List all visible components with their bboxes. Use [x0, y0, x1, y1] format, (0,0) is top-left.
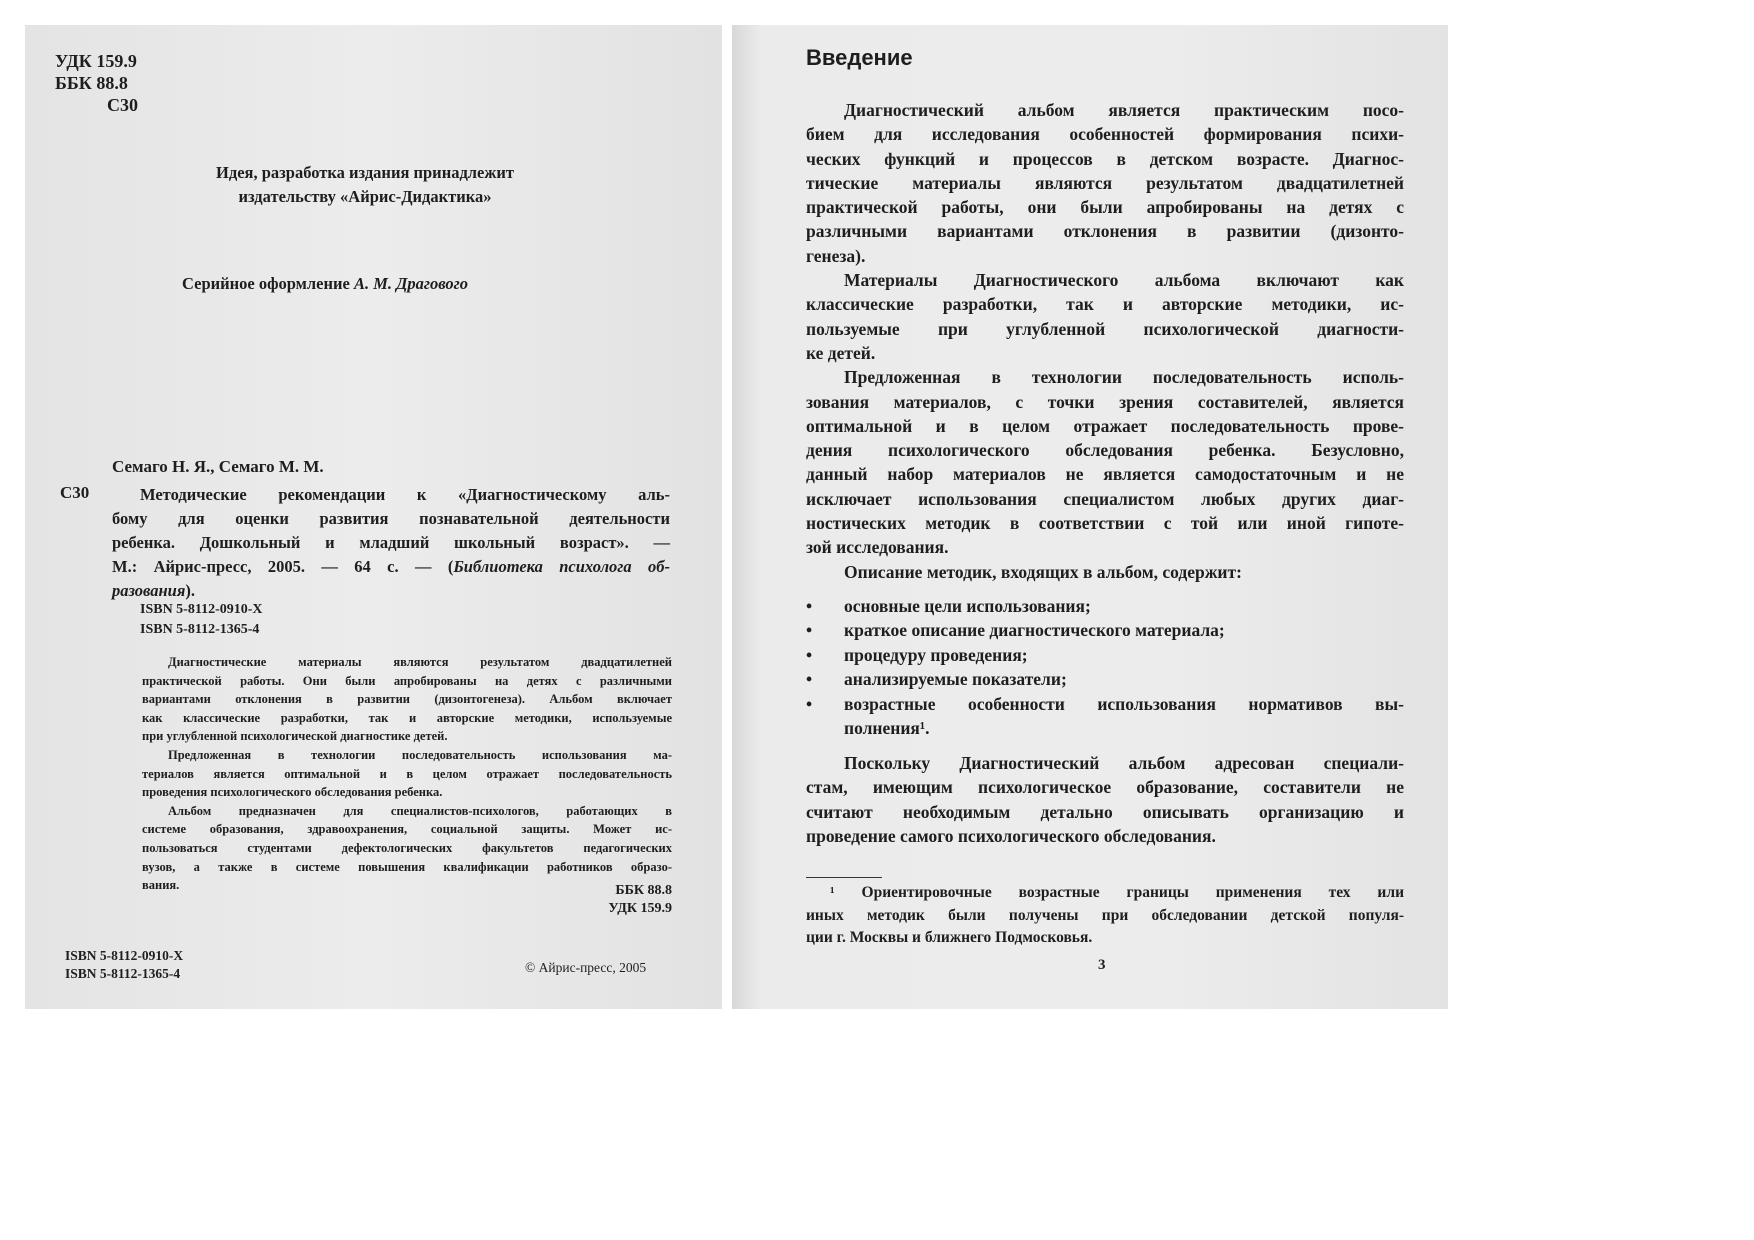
intro-text — [806, 98, 1404, 584]
paragraph — [142, 802, 672, 895]
text-line: проведения психологического обследования ребенка. — [142, 785, 443, 800]
text-line: практической работы, они были апробированы на детях с — [806, 197, 1404, 218]
udk-code: УДК 159.9 — [55, 51, 137, 71]
text-line: системе образования, здравоохранения, социальной защиты. Может ис- — [142, 822, 672, 837]
text-line: стам, имеющим психологическое образование, составители не — [806, 777, 1404, 798]
page-number: 3 — [1098, 957, 1106, 973]
paragraph — [142, 653, 672, 746]
text-line: практической работы. Они были апробированы на детях с различными — [142, 673, 672, 688]
text-line: вузов, а также в системе повышения квалификации работников образо- — [142, 859, 672, 874]
text-line: Диагностические материалы являются результатом двадцатилетней — [168, 655, 672, 669]
text-line: процедуру проведения; — [844, 644, 1028, 665]
series-label: Серийное оформление — [182, 274, 350, 293]
text-line: ции г. Москвы и ближнего Подмосковья. — [806, 929, 1093, 946]
text-line: ке детей. — [806, 342, 876, 363]
bullet-icon: • — [806, 620, 813, 641]
isbn-list — [140, 600, 263, 640]
text-line: Материалы Диагностического альбома включают как — [844, 270, 1404, 291]
publisher-idea-note — [165, 161, 565, 209]
list-item-text — [844, 618, 1404, 642]
text-line: вания. — [142, 878, 180, 893]
text-line: возрастные особенности использования нормативов вы- — [844, 693, 1404, 714]
text-line: оптимальной и в целом отражает последовательность прове- — [806, 415, 1404, 436]
footnote — [806, 882, 1404, 950]
isbn: ISBN 5-8112-0910-X — [140, 602, 263, 617]
bib-code: С30 — [60, 483, 90, 502]
text-line: вариантами отклонения в развитии (дизонтогенеза). Альбом включает — [142, 692, 672, 707]
paragraph — [142, 746, 672, 802]
text-line: ребенка. Дошкольный и младший школьный возраст». — — [112, 533, 670, 552]
text-line: исключает использования специалистом любых других диаг- — [806, 488, 1404, 509]
bbk-code: ББК 88.8 — [55, 73, 128, 93]
copyright: © Айрис-пресс, 2005 — [525, 960, 647, 975]
text-line: как классические разработки, так и авторские методики, используемые — [142, 710, 672, 725]
text-line: дения психологического обследования ребенка. Безусловно, — [806, 440, 1404, 461]
idea-line: Идея, разработка издания принадлежит — [216, 163, 514, 182]
bullet-icon: • — [806, 596, 813, 616]
series-author: А. М. Драгового — [353, 274, 469, 293]
paragraph — [806, 268, 1404, 365]
left-page — [25, 25, 722, 1009]
text-line: бому для оценки развития познавательной деятельности — [112, 509, 670, 528]
text-segment: Библиотека психолога об- — [453, 557, 670, 576]
isbn: ISBN 5-8112-0910-X — [65, 948, 184, 963]
text-line: бием для исследования особенностей формирования психи- — [806, 124, 1404, 145]
text-line: иных методик были получены при обследовании детской популя- — [806, 906, 1404, 924]
footnote-rule — [806, 877, 882, 878]
text-line: при углубленной психологической диагностике детей. — [142, 729, 448, 744]
paragraph — [806, 365, 1404, 559]
bullet-icon: • — [806, 644, 813, 665]
right-page — [732, 25, 1448, 1009]
text-line: Предложенная в технологии последовательность исполь- — [844, 367, 1404, 388]
text-line: анализируемые показатели; — [844, 669, 1067, 690]
text-line: ческих функций и процессов в детском возрасте. Диагнос- — [806, 148, 1404, 169]
text-line: различными вариантами отклонения в развитии (дизонто- — [806, 221, 1404, 242]
text-line: краткое описание диагностического материала; — [844, 620, 1225, 641]
text-line: Диагностический альбом является практическим посо- — [844, 100, 1404, 120]
text-line — [112, 555, 670, 579]
list-item-text — [844, 667, 1404, 691]
text-line: основные цели использования; — [844, 596, 1091, 616]
author-code: С30 — [107, 95, 138, 115]
section-title: Введение — [806, 45, 913, 70]
text-line: Поскольку Диагностический альбом адресован специали- — [844, 753, 1404, 773]
text-line: Альбом предназначен для специалистов-психологов, работающих в — [168, 803, 672, 818]
text-line: Описание методик, входящих в альбом, содержит: — [844, 561, 1242, 582]
text-line: проведение самого психологического обследования. — [806, 825, 1216, 846]
text-line: зой исследования. — [806, 537, 949, 558]
paragraph — [806, 560, 1404, 584]
bibliographic-description — [112, 483, 670, 603]
text-line: полнения¹. — [844, 718, 930, 739]
text-line: пользуемые при углубленной психологической диагности- — [806, 318, 1404, 339]
list-item — [806, 643, 1404, 667]
text-segment: разования — [112, 581, 186, 600]
bullet-icon: • — [806, 693, 813, 714]
bullet-icon: • — [806, 669, 813, 690]
text-line: тические материалы являются результатом двадцатилетней — [806, 172, 1404, 193]
series-design-credit — [182, 274, 468, 294]
text-line: данный набор материалов не является самодостаточным и не — [806, 464, 1404, 485]
text-segment: М.: Айрис-пресс, 2005. — 64 с. — ( — [112, 557, 454, 576]
list-item-text — [844, 643, 1404, 667]
list-item — [806, 594, 1404, 618]
authors: Семаго Н. Я., Семаго М. М. — [112, 457, 324, 476]
idea-line: издательству «Айрис-Дидактика» — [238, 187, 492, 206]
contents-list — [806, 594, 1404, 740]
text-line: ностических методик в соответствии с той или иной гипоте- — [806, 513, 1404, 534]
text-line: генеза). — [806, 245, 866, 266]
closing-paragraph — [806, 751, 1404, 848]
text-line: считают необходимым детально описывать организацию и — [806, 801, 1404, 822]
text-line: пользоваться студентами дефектологических факультетов педагогических — [142, 840, 672, 855]
list-item-text — [844, 594, 1404, 618]
list-item — [806, 667, 1404, 691]
text-line: териалов является оптимальной и в целом отражает последовательность — [142, 766, 672, 781]
classification-block — [55, 50, 138, 116]
isbn: ISBN 5-8112-1365-4 — [140, 622, 260, 637]
bbk-code: ББК 88.8 — [615, 883, 672, 898]
text-line: ¹ Ориентировочные возрастные границы применения тех или — [830, 884, 1404, 901]
abstract — [142, 653, 672, 895]
paragraph — [806, 98, 1404, 268]
udk-code: УДК 159.9 — [608, 901, 672, 916]
text-line: зования материалов, с точки зрения составителей, является — [806, 391, 1404, 412]
isbn: ISBN 5-8112-1365-4 — [65, 966, 181, 981]
list-item-text — [844, 692, 1404, 741]
list-item — [806, 618, 1404, 642]
text-segment: ). — [185, 581, 195, 600]
isbn-bottom — [65, 947, 183, 983]
text-line: Методические рекомендации к «Диагностическому аль- — [140, 485, 670, 504]
text-line: классические разработки, так и авторские методики, ис- — [806, 294, 1404, 315]
text-line: Предложенная в технологии последовательность использования ма- — [168, 747, 672, 762]
bottom-codes — [608, 882, 672, 918]
list-item — [806, 692, 1404, 741]
